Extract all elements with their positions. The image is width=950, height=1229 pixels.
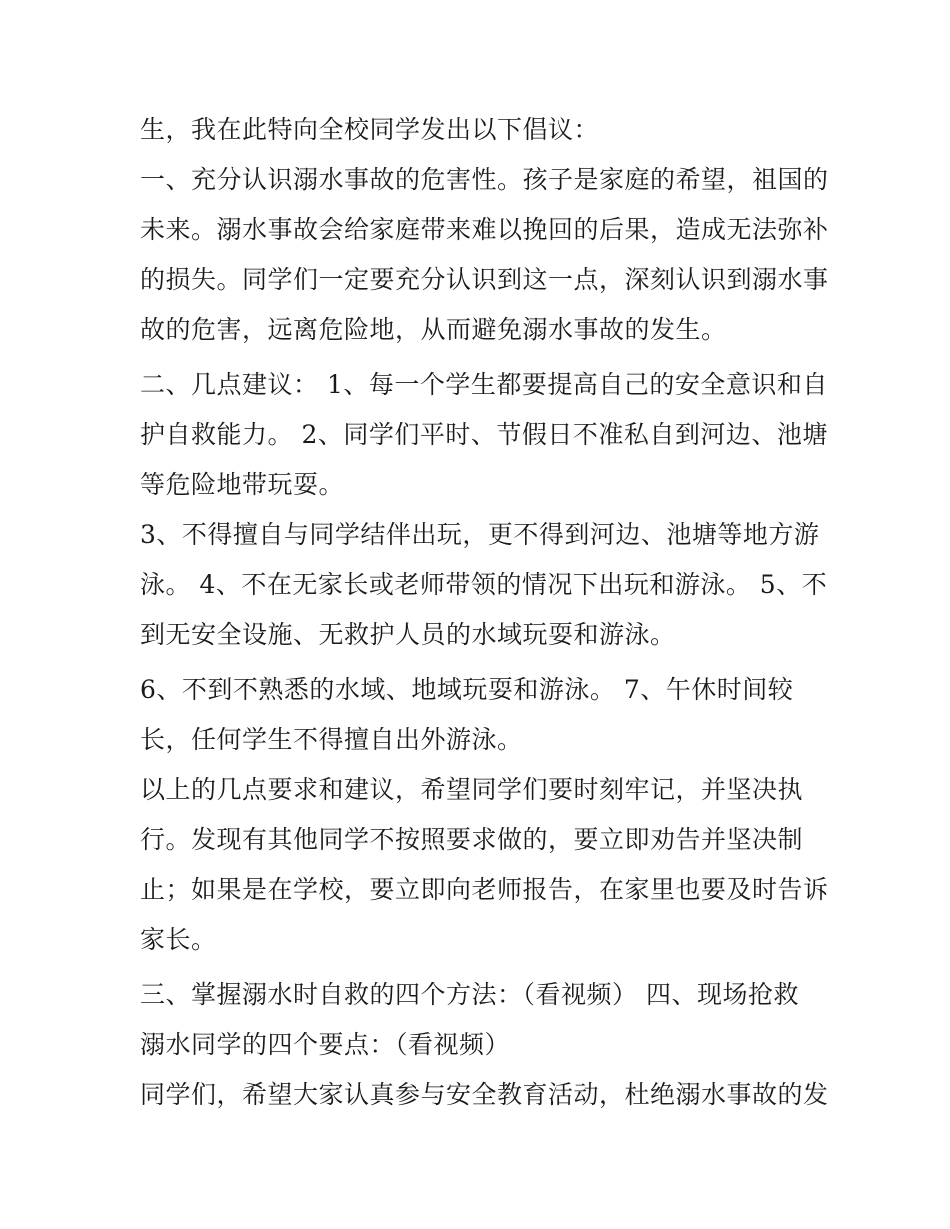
text-line: 3、不得擅自与同学结伴出玩，更不得到河边、池塘等地方游: [140, 520, 820, 549]
text-line: 以上的几点要求和建议，希望同学们要时刻牢记，并坚决执: [140, 775, 804, 804]
text-line: 同学们，希望大家认真参与安全教育活动，杜绝溺水事故的发: [140, 1080, 829, 1109]
text-line: 止；如果是在学校，要立即向老师报告，在家里也要及时告诉: [140, 875, 829, 904]
text-line: 未来。溺水事故会给家庭带来难以挽回的后果，造成无法弥补: [140, 215, 829, 244]
text-line: 的损失。同学们一定要充分认识到这一点，深刻认识到溺水事: [140, 265, 829, 294]
text-line: 家长。: [140, 925, 217, 954]
text-line: 溺水同学的四个要点：（看视频）: [140, 1030, 511, 1059]
text-line: 二、几点建议： 1、每一个学生都要提高自己的安全意识和自: [140, 370, 828, 399]
text-line: 6、不到不熟悉的水域、地域玩耍和游泳。 7、午休时间较: [140, 675, 794, 704]
text-line: 长，任何学生不得擅自出外游泳。: [140, 725, 523, 754]
text-line: 护自救能力。 2、同学们平时、节假日不准私自到河边、池塘: [140, 420, 828, 449]
text-line: 行。发现有其他同学不按照要求做的，要立即劝告并坚决制: [140, 825, 804, 854]
text-line: 三、掌握溺水时自救的四个方法：（看视频） 四、现场抢救: [140, 980, 799, 1009]
text-line: 故的危害，远离危险地，从而避免溺水事故的发生。: [140, 315, 727, 344]
text-line: 一、充分认识溺水事故的危害性。孩子是家庭的希望，祖国的: [140, 165, 829, 194]
text-line: 到无安全设施、无救护人员的水域玩耍和游泳。: [140, 620, 676, 649]
text-line: 生，我在此特向全校同学发出以下倡议：: [140, 115, 600, 144]
text-line: 等危险地带玩耍。: [140, 470, 345, 499]
text-line: 泳。 4、不在无家长或老师带领的情况下出玩和游泳。 5、不: [140, 570, 828, 599]
